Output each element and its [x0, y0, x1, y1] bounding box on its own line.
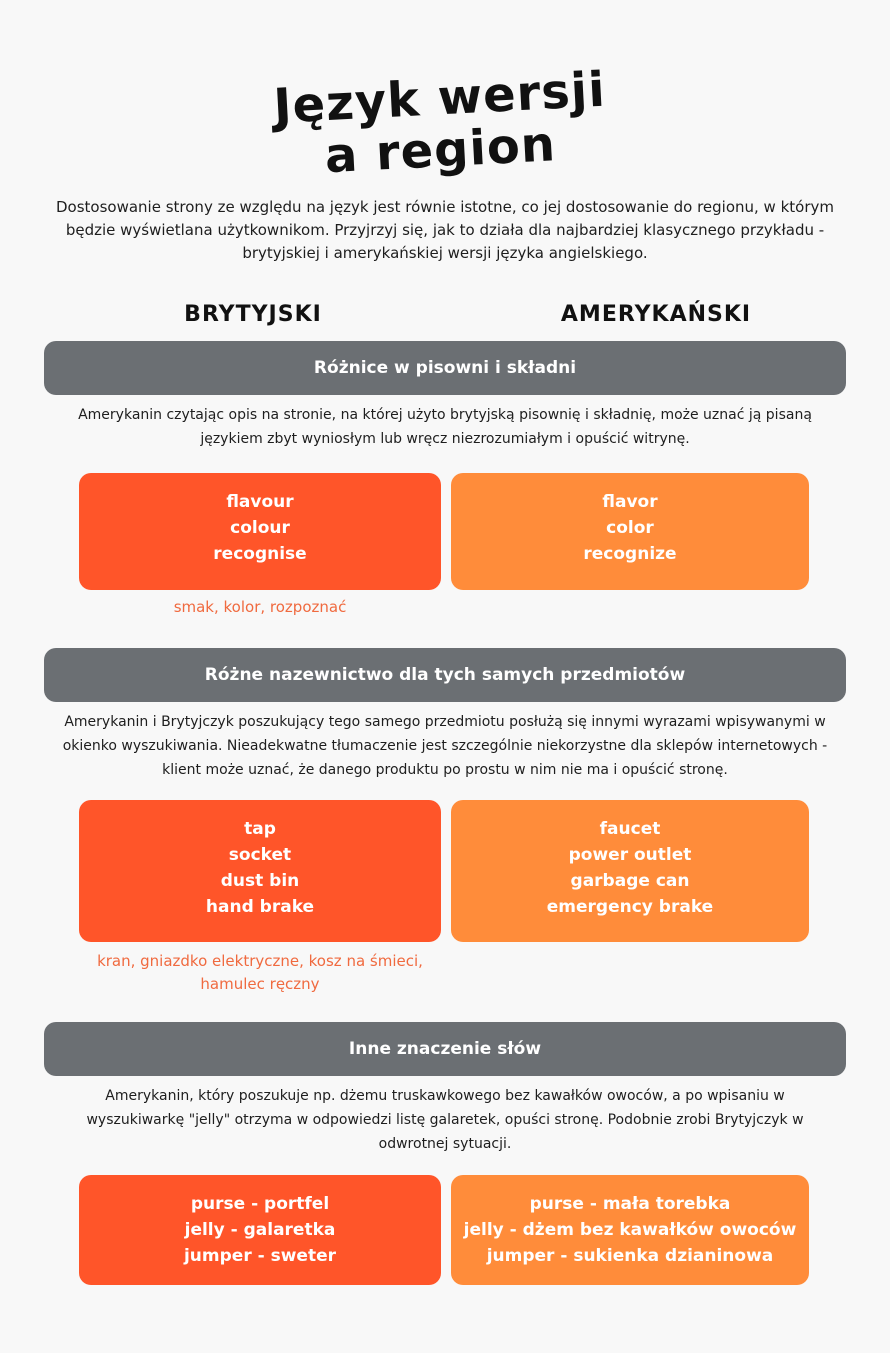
american-word: faucet — [599, 819, 661, 839]
british-word: tap — [244, 819, 276, 839]
american-card-spelling — [451, 473, 809, 590]
american-card-meaning — [451, 1175, 809, 1285]
title-line-2: a region — [323, 116, 558, 185]
translation-note-line: hamulec ręczny — [200, 975, 320, 993]
american-word: purse - mała torebka — [529, 1194, 731, 1214]
british-word: flavour — [226, 492, 294, 512]
british-card-spelling — [79, 473, 441, 590]
american-word: jelly - dżem bez kawałków owoców — [463, 1220, 797, 1240]
british-word: colour — [230, 518, 290, 538]
british-word: socket — [228, 845, 292, 865]
title-line-1: Język wersji — [272, 61, 608, 135]
section-description-spelling: Amerykanin czytając opis na stronie, na której użyto brytyjską pisownię i składnię, może uznać ją pisaną językiem zbyt wyniosłym lub wręcz niezrozumiałym i opuścić witrynę. — [78, 407, 812, 447]
american-word: flavor — [602, 492, 658, 512]
american-word: garbage can — [570, 871, 690, 891]
british-word: dust bin — [220, 871, 300, 891]
british-word: jelly - galaretka — [184, 1220, 336, 1240]
section-heading-naming: Różne nazewnictwo dla tych samych przedmiotów — [44, 648, 846, 702]
british-card-meaning — [79, 1175, 441, 1285]
section-description-naming: Amerykanin i Brytyjczyk poszukujący tego samego przedmiotu posłużą się innymi wyrazami wpisywanymi w okienko wyszukiwania. Nieadekwatne tłumaczenie jest szczególnie niekorzystne dla sklepów internetowych - klient może uznać, że danego produktu po prostu w nim nie ma i opuścić stronę. — [62, 714, 828, 778]
british-word: jumper - sweter — [183, 1246, 336, 1266]
section-description-meaning: Amerykanin, który poszukuje np. dżemu truskawkowego bez kawałków owoców, a po wpisaniu w wyszukiwarkę "jelly" otrzyma w odpowiedzi listę galaretek, opuści stronę. Podobnie zrobi Brytyjczyk w odwrotnej sytuacji. — [86, 1088, 804, 1152]
page-title — [0, 49, 890, 199]
american-word: color — [606, 518, 654, 538]
american-word: jumper - sukienka dzianinowa — [486, 1246, 774, 1266]
american-word: power outlet — [568, 845, 692, 865]
american-card-naming — [451, 800, 809, 942]
british-word: hand brake — [205, 897, 315, 917]
translation-note-spelling: smak, kolor, rozpoznać — [173, 598, 347, 616]
british-card-naming — [79, 800, 441, 942]
section-heading-spelling: Różnice w pisowni i składni — [44, 341, 846, 395]
translation-note-line: kran, gniazdko elektryczne, kosz na śmieci, — [97, 952, 423, 970]
column-heading-american: AMERYKAŃSKI — [560, 302, 752, 327]
column-heading-british: BRYTYJSKI — [184, 302, 322, 327]
intro-text: Dostosowanie strony ze względu na język jest równie istotne, co jej dostosowanie do regionu, w którym będzie wyświetlana użytkownikom. Przyjrzyj się, jak to działa dla najbardziej klasycznego przykładu - brytyjskiej i amerykańskiej wersji języka angielskiego. — [56, 198, 834, 262]
british-word: purse - portfel — [190, 1194, 330, 1214]
british-word: recognise — [213, 544, 307, 564]
section-heading-meaning: Inne znaczenie słów — [44, 1022, 846, 1076]
american-word: emergency brake — [546, 897, 714, 917]
translation-note-naming — [79, 950, 441, 996]
american-word: recognize — [583, 544, 677, 564]
